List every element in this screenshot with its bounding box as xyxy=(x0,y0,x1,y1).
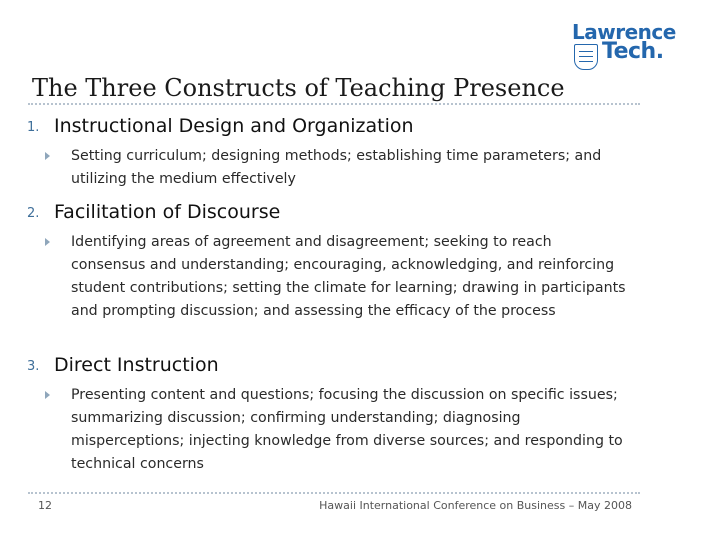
logo-text-line1: Lawrence xyxy=(572,20,676,44)
section-heading: Direct Instruction xyxy=(54,354,219,376)
section-number: 1. xyxy=(27,120,40,135)
section-body: Identifying areas of agreement and disagreement; seeking to reach consensus and understanding; encouraging, acknowledging, and reinforcing student contributions; setting the climate for learning; drawing in participants and prompting discussion; and assessing the efficacy of the process xyxy=(71,234,626,319)
section-body: Setting curriculum; designing methods; establishing time parameters; and utilizing the medium effectively xyxy=(71,148,602,187)
section-body: Presenting content and questions; focusing the discussion on specific issues; summarizing discussion; confirming understanding; diagnosing misperceptions; injecting knowledge from diverse sources; and responding to technical concerns xyxy=(71,387,623,472)
section-number: 3. xyxy=(27,359,40,374)
footer-conference-text: Hawaii International Conference on Business – May 2008 xyxy=(319,499,632,512)
section-number: 2. xyxy=(27,206,40,221)
logo-text-line2: Tech. xyxy=(602,39,664,64)
section-heading: Facilitation of Discourse xyxy=(54,201,281,223)
slide-title: The Three Constructs of Teaching Presence xyxy=(32,74,565,102)
shield-icon xyxy=(574,44,598,70)
bullet-arrow-icon xyxy=(45,152,50,160)
footer-divider xyxy=(28,492,640,494)
section-heading: Instructional Design and Organization xyxy=(54,115,414,137)
lawrence-tech-logo xyxy=(568,18,678,68)
page-number: 12 xyxy=(38,499,52,512)
bullet-arrow-icon xyxy=(45,238,50,246)
bullet-arrow-icon xyxy=(45,391,50,399)
title-divider xyxy=(28,103,640,105)
